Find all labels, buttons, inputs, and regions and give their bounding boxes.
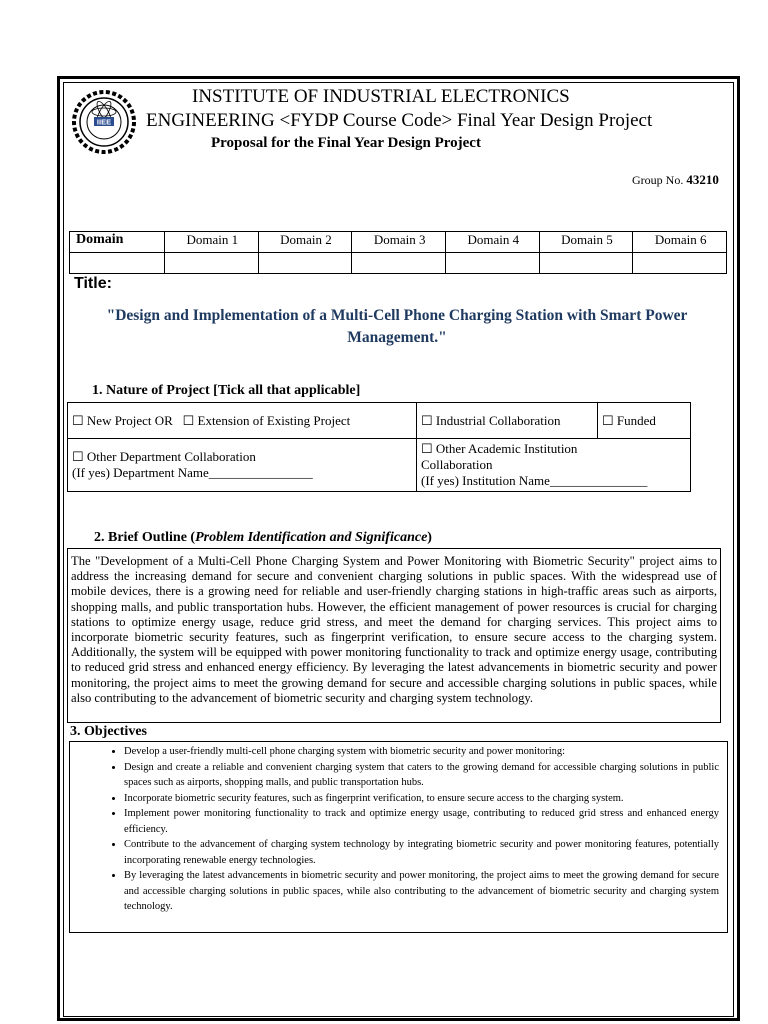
- domain-value-cell[interactable]: [539, 253, 633, 274]
- domain-col-6: Domain 6: [633, 232, 727, 253]
- industrial-checkbox[interactable]: ☐ Industrial Collaboration: [417, 403, 598, 439]
- institute-logo: [72, 90, 136, 154]
- domain-col-4: Domain 4: [445, 232, 539, 253]
- nature-table: [67, 402, 691, 492]
- domain-value-cell[interactable]: [165, 253, 259, 274]
- objective-item: • Develop a user-friendly multi-cell phone charging system with biometric security and power monitoring:: [124, 744, 719, 760]
- domain-table: [69, 231, 727, 274]
- nature-cell-department: [68, 439, 417, 492]
- domain-value-row: [70, 253, 727, 274]
- domain-value-cell[interactable]: [445, 253, 539, 274]
- dept-name-field[interactable]: (If yes) Department Name________________: [72, 465, 313, 480]
- domain-value-cell[interactable]: [633, 253, 727, 274]
- domain-col-3: Domain 3: [352, 232, 446, 253]
- inst-name-field[interactable]: (If yes) Institution Name_______________: [421, 473, 648, 488]
- other-dept-checkbox[interactable]: ☐ Other Department Collaboration: [72, 449, 256, 464]
- nature-row-1: [68, 403, 691, 439]
- nature-row-2: [68, 439, 691, 492]
- objective-item: • Design and create a reliable and convenient charging system that caters to the growing demand for accessible charging solutions in public spaces such as airports, shopping malls, and public transportation hubs.: [124, 760, 719, 791]
- new-project-checkbox[interactable]: ☐ New Project OR: [72, 412, 173, 428]
- outline-heading-prefix: 2. Brief Outline (: [94, 530, 196, 545]
- nature-heading: 1. Nature of Project [Tick all that applicable]: [92, 383, 361, 398]
- outline-heading: [94, 530, 432, 546]
- domain-value-cell[interactable]: [70, 253, 165, 274]
- header-course-line: ENGINEERING <FYDP Course Code> Final Year Design Project: [146, 110, 653, 131]
- objective-item: • By leveraging the latest advancements in biometric security and power monitoring, the project aims to meet the growing demand for secure and accessible charging solutions in public spaces, while also contributing to the advancement of biometric security and charging system technology.: [124, 868, 719, 915]
- project-title: "Design and Implementation of a Multi-Cell Phone Charging Station with Smart Power Management.": [106, 307, 688, 346]
- domain-col-5: Domain 5: [539, 232, 633, 253]
- domain-col-1: Domain 1: [165, 232, 259, 253]
- objective-item: • Incorporate biometric security features, such as fingerprint verification, to ensure secure access to the charging system.: [124, 791, 719, 807]
- objective-item: • Implement power monitoring functionality to track and optimize energy usage, contributing to reduced grid stress and enhanced energy efficiency.: [124, 806, 719, 837]
- title-label: Title:: [74, 275, 112, 292]
- domain-value-cell[interactable]: [352, 253, 446, 274]
- domain-value-cell[interactable]: [258, 253, 352, 274]
- funded-checkbox[interactable]: ☐ Funded: [598, 403, 691, 439]
- nature-cell-institution: [417, 439, 691, 492]
- outline-text: The "Development of a Multi-Cell Phone Charging System and Power Monitoring with Biometric Security" project aims to address the increasing demand for secure and convenient charging solutions in public spaces. With the widespread use of mobile devices, there is a growing need for reliable and user-friendly charging stations in high-traffic areas such as airports, shopping malls, and public transportation hubs. However, the efficient management of power resources is crucial for charging stations to optimize energy usage, reduce grid stress, and meet the demand for charging services. This project aims to incorporate biometric security features, such as fingerprint verification, to ensure secure access to the charging system. Additionally, the system will be equipped with power monitoring functionality to track and optimize energy usage, contributing to reduced grid stress and enhanced energy efficiency. By leveraging the latest advancements in biometric security and power monitoring, the project aims to meet the growing demand for secure and accessible charging solutions in public spaces, while also contributing to the advancement of biometric security and charging system technology.: [67, 548, 721, 723]
- domain-header-cell: Domain: [70, 232, 165, 253]
- header-institute-line: INSTITUTE OF INDUSTRIAL ELECTRONICS: [192, 86, 570, 107]
- nature-cell-project-type: [68, 403, 417, 439]
- svg-text:IIEE: IIEE: [96, 117, 112, 127]
- other-academic-checkbox[interactable]: ☐ Other Academic Institution: [421, 441, 578, 456]
- group-number: [632, 172, 719, 188]
- extension-checkbox[interactable]: ☐ Extension of Existing Project: [182, 412, 351, 428]
- other-academic-label: Collaboration: [421, 457, 493, 472]
- outline-heading-italic: Problem Identification and Significance: [195, 530, 428, 545]
- outline-heading-suffix: ): [427, 530, 432, 545]
- domain-col-2: Domain 2: [258, 232, 352, 253]
- objectives-box: [69, 741, 728, 933]
- objectives-heading: 3. Objectives: [70, 724, 147, 739]
- objective-item: • Contribute to the advancement of charging system technology by integrating biometric security and power monitoring features, potentially incorporating renewable energy technologies.: [124, 837, 719, 868]
- group-value: 43210: [686, 172, 719, 187]
- domain-header-row: [70, 232, 727, 253]
- proposal-subtitle: Proposal for the Final Year Design Project: [211, 135, 481, 151]
- group-label: Group No.: [632, 173, 684, 187]
- objectives-list: [70, 744, 719, 915]
